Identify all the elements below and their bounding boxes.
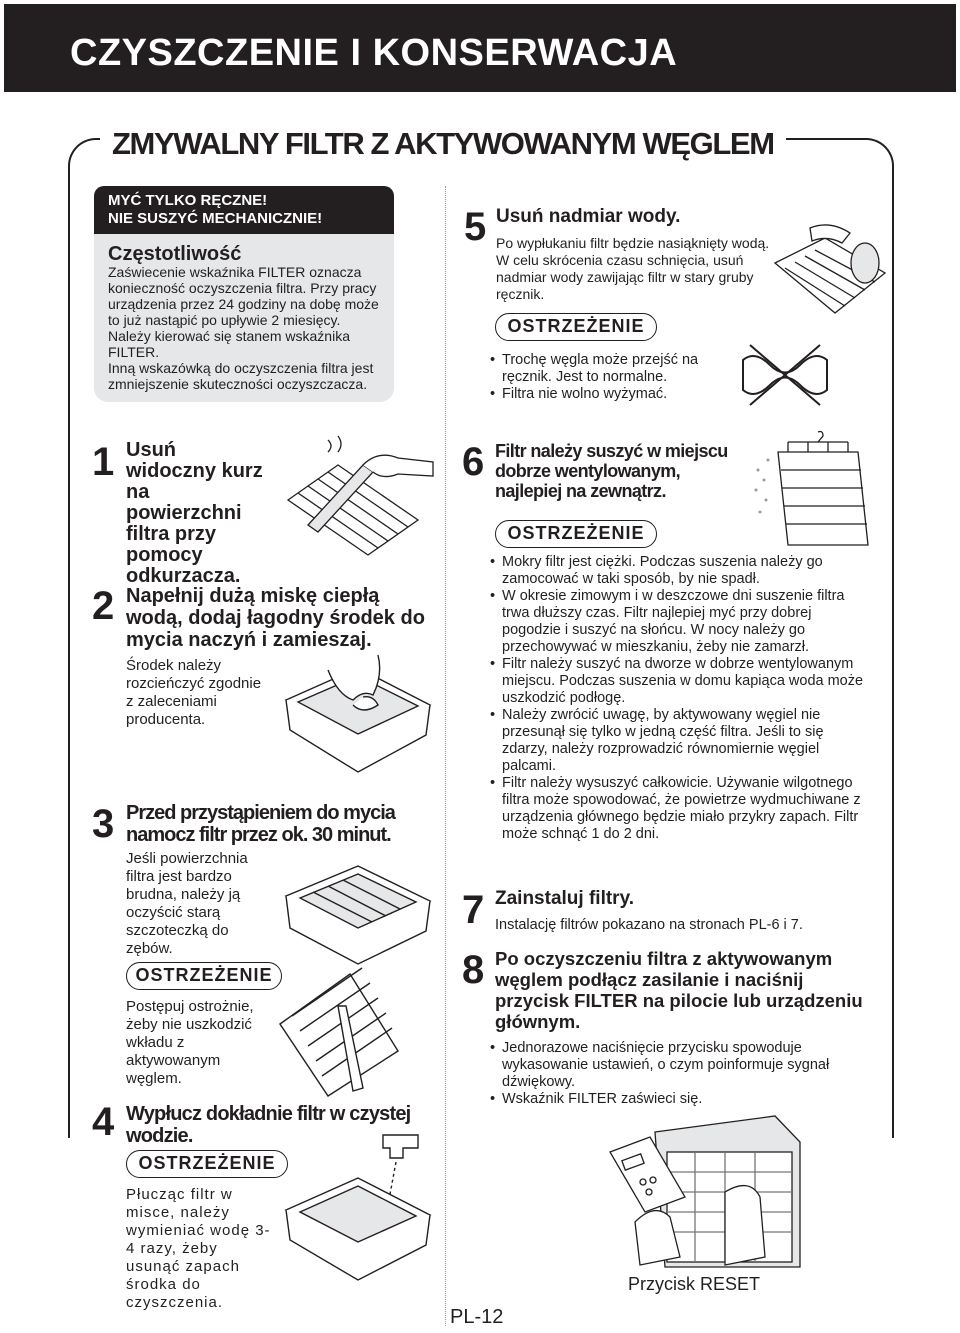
step-2-heading: Napełnij dużą miskę ciepłą wodą, dodaj łagodny środek do mycia naczyń i zamieszaj.: [126, 585, 425, 651]
step-5-bullet: • Filtra nie wolno wyżymać.: [488, 386, 728, 403]
step-5-heading: Usuń nadmiar wody.: [496, 206, 681, 227]
step-6-number: 6: [462, 440, 483, 484]
remote-and-unit-illustration: [605, 1112, 805, 1272]
no-wringing-icon: [735, 340, 835, 410]
step-6-bullet: • W okresie zimowym i w deszczowe dni suszenie filtra trwa dłuższy czas. Filtr najlepiej myć przy dobrej pogodzie i suszyć na słońcu. W nocy należy go przechowywać w mieszkaniu, żeby nie zamarzł.: [488, 588, 872, 656]
step-3-caution-text: Postępuj ostrożnie, żeby nie uszkodzić wkładu z aktywowanym węglem.: [126, 998, 254, 1087]
step-6-bullet: • Filtr należy wysuszyć całkowicie. Używanie wilgotnego filtra może spowodować, że powietrze wydmuchiwane z urządzenia głównego będzie miało przykry zapach. Filtr może schnąć 1 do 2 dni.: [488, 775, 872, 843]
step-7-text: Instalację filtrów pokazano na stronach PL-6 i 7.: [495, 917, 803, 933]
soaking-filter-illustration: [278, 856, 438, 1106]
step-1-number: 1: [92, 440, 113, 484]
step-3-caution-label: OSTRZEŻENIE: [126, 962, 282, 990]
step-3-number: 3: [92, 802, 113, 846]
page-title: CZYSZCZENIE I KONSERWACJA: [70, 32, 678, 74]
frequency-text-3: Inną wskazówką do oczyszczenia filtra jest zmniejszenie skuteczności oczyszczacza.: [108, 360, 374, 392]
step-3-text: Jeśli powierzchnia filtra jest bardzo brudna, należy ją oczyścić starą szczoteczką do zębów.: [126, 850, 248, 957]
warning-line-1: MYĆ TYLKO RĘCZNE!: [108, 192, 268, 209]
frequency-title: Częstotliwość: [108, 243, 242, 265]
warning-line-2: NIE SUSZYĆ MECHANICZNIE!: [108, 210, 323, 227]
step-4-caution-label: OSTRZEŻENIE: [126, 1150, 288, 1178]
warning-box: [94, 186, 394, 234]
step-6-bullet: • Filtr należy suszyć na dworze w dobrze wentylowanym miejscu. Podczas suszenia w domu kapiąca woda może uszkodzić podłogę.: [488, 656, 872, 707]
towel-roll-illustration: [770, 218, 890, 328]
step-6-bullet: • Mokry filtr jest ciężki. Podczas suszenia należy go zamocować w taki sposób, by nie spadł.: [488, 554, 872, 588]
step-6-bullets: [488, 554, 872, 843]
step-5-number: 5: [464, 205, 485, 249]
step-6-caution-label: OSTRZEŻENIE: [495, 520, 657, 548]
step-5-caution-label: OSTRZEŻENIE: [495, 313, 657, 341]
step-8-bullet: • Wskaźnik FILTER zaświeci się.: [488, 1091, 872, 1108]
washing-bowl-illustration: [278, 650, 438, 780]
step-8-bullets: [488, 1040, 872, 1108]
frequency-text-2: Należy kierować się stanem wskaźnika FILTER.: [108, 328, 350, 360]
step-3-heading: Przed przystąpieniem do mycia namocz filtr przez ok. 30 minut.: [126, 802, 395, 846]
frequency-text-1: Zaświecenie wskaźnika FILTER oznacza konieczność oczyszczenia filtra. Przy pracy urządzenia przez 24 godziny na dobę może to już nastąpić po upływie 2 miesięcy.: [108, 264, 379, 328]
step-4-caution-text: Płucząc filtr w misce, należy wymieniać wodę 3-4 razy, żeby usunąć zapach środka do czyszczenia.: [126, 1186, 271, 1311]
frequency-box: [94, 234, 394, 402]
step-8-heading: Po oczyszczeniu filtra z aktywowanym węglem podłącz zasilanie i naciśnij przycisk FILTER na pilocie lub urządzeniu głównym.: [495, 948, 863, 1032]
reset-button-label: Przycisk RESET: [628, 1274, 761, 1294]
step-1-heading: Usuń widoczny kurz na powierzchni filtra przy pomocy odkurzacza.: [126, 439, 263, 587]
rinsing-bowl-illustration: [278, 1130, 438, 1290]
step-2-number: 2: [92, 584, 113, 628]
step-4-number: 4: [92, 1100, 113, 1144]
step-5-bullets: [488, 352, 728, 403]
step-2-text: Środek należy rozcieńczyć zgodnie z zaleceniami producenta.: [126, 657, 262, 728]
page-number: PL-12: [450, 1306, 504, 1328]
step-8-bullet: • Jednorazowe naciśnięcie przycisku spowoduje wykasowanie ustawień, o czym poinformuje sygnał dźwiękowy.: [488, 1040, 872, 1091]
header-bar: [4, 4, 956, 92]
step-6-bullet: • Należy zwrócić uwagę, by aktywowany węgiel nie przesunął się tylko w jedną część filtra. Jeśli to się zdarzy, należy rozprowadzić równomiernie węgiel palcami.: [488, 707, 872, 775]
step-7-number: 7: [462, 888, 483, 932]
step-6-heading: Filtr należy suszyć w miejscu dobrze wentylowanym, najlepiej na zewnątrz.: [495, 441, 728, 501]
vacuum-filter-illustration: [268, 430, 438, 560]
step-8-number: 8: [462, 948, 483, 992]
section-title: ZMYWALNY FILTR Z AKTYWOWANYM WĘGLEM: [100, 126, 786, 162]
step-5-text: Po wypłukaniu filtr będzie nasiąknięty wodą. W celu skrócenia czasu schnięcia, usuń nadmiar wody zawijając filtr w stary gruby ręcznik.: [496, 235, 770, 302]
step-7-heading: Zainstaluj filtry.: [495, 888, 635, 909]
drying-filter-illustration: [748, 430, 888, 550]
step-4-heading: Wypłucz dokładnie filtr w czystej wodzie.: [126, 1103, 411, 1147]
step-5-bullet: • Trochę węgla może przejść na ręcznik. Jest to normalne.: [488, 352, 728, 386]
column-divider: [445, 186, 446, 1326]
